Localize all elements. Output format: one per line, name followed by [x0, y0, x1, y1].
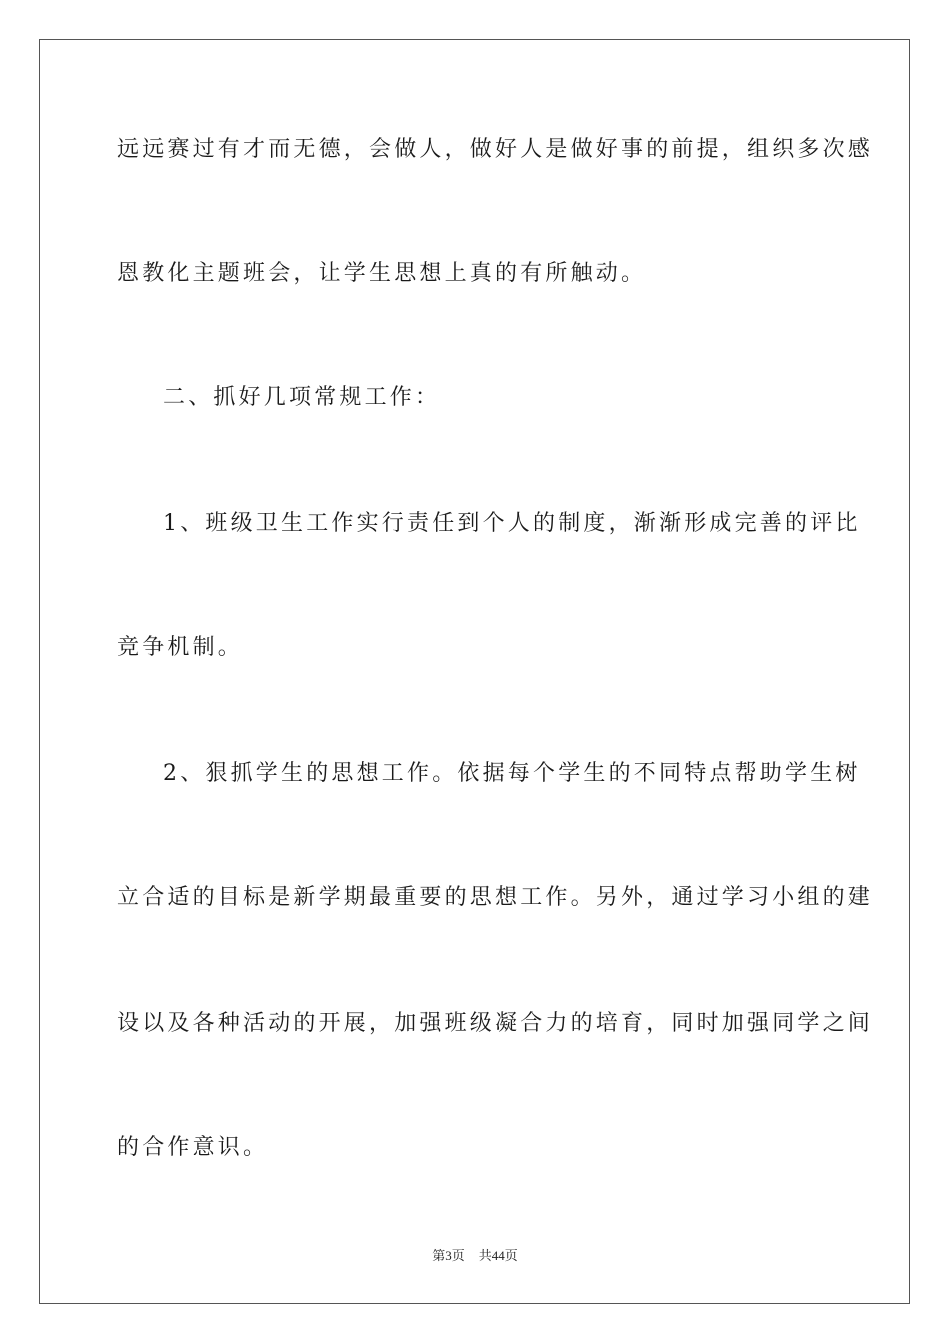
paragraph-line: 恩教化主题班会，让学生思想上真的有所触动。 — [117, 261, 647, 286]
list-item-line: 立合适的目标是新学期最重要的思想工作。另外，通过学习小组的建 — [117, 885, 874, 910]
list-item-line: 的合作意识。 — [117, 1135, 269, 1160]
page-total: 共44页 — [478, 1248, 518, 1263]
page-footer — [0, 1247, 950, 1265]
section-heading: 二、抓好几项常规工作： — [163, 385, 441, 410]
page-number: 第3页 — [432, 1248, 465, 1263]
list-item-line: 竞争机制。 — [117, 635, 244, 660]
paragraph-line: 远远赛过有才而无德，会做人，做好人是做好事的前提，组织多次感 — [117, 137, 874, 162]
page-border — [39, 39, 910, 1304]
list-item-line: 2、狠抓学生的思想工作。依据每个学生的不同特点帮助学生树 — [163, 761, 861, 786]
list-item-line: 1、班级卫生工作实行责任到个人的制度，渐渐形成完善的评比 — [163, 511, 861, 536]
list-item-line: 设以及各种活动的开展，加强班级凝合力的培育，同时加强同学之间 — [117, 1011, 874, 1036]
